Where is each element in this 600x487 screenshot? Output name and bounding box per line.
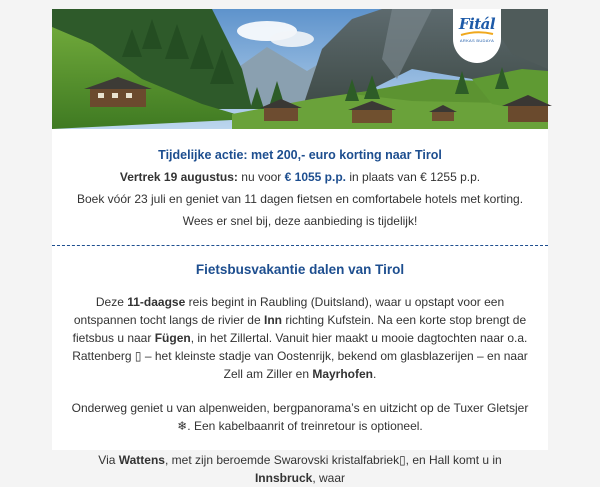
brand-logo[interactable]	[453, 9, 501, 63]
paragraph-scenery: Onderweg geniet u van alpenweiden, bergpanorama’s en uitzicht op de Tuxer Gletsjer ❄. Een kabelbaanrit of treinretour is optioneel.	[71, 401, 529, 433]
urgency-text: Wees er snel bij, deze aanbieding is tijdelijk!	[182, 214, 418, 228]
brand-logo-wordmark: Fitál	[458, 15, 496, 33]
p1-text-4: , in het Zillertal. Vanuit hier maakt u mooie dagtochten naar o.a. Rattenberg ▯ – het kleinste stadje van Oostenrijk, bekend om glasblazerijen – en naar Zell am Ziller en	[72, 331, 528, 381]
p3-text-1: Via	[98, 453, 119, 467]
p3-text-2: , met zijn beroemde Swarovski kristalfabriek▯, en Hall komt u in	[164, 453, 502, 467]
email-card	[52, 9, 548, 485]
paragraph-route	[52, 451, 548, 487]
dashed-divider	[52, 245, 548, 246]
p1-bold-duration: 11-daagse	[127, 295, 186, 309]
p3-bold-wattens: Wattens	[118, 453, 165, 467]
departure-line	[52, 168, 548, 186]
p1-bold-inn: Inn	[263, 313, 282, 327]
paragraph-itinerary	[52, 293, 548, 383]
p1-text-3: richting Kufstein. Na een korte stop brengt de fietsbus u naar	[72, 313, 527, 345]
departure-label: Vertrek 19 augustus:	[119, 170, 238, 184]
departure-pre: nu voor	[241, 170, 282, 184]
p1-text-2: reis begint in Raubling (Duitsland), waar u opstapt voor een ontspannen tocht langs de rivier de	[73, 295, 505, 327]
email-body	[52, 146, 548, 487]
p1-text-1: Deze	[95, 295, 128, 309]
brand-logo-tagline: ARKAS BUDAYA	[459, 38, 495, 43]
promo-headline: Tijdelijke actie: met 200,- euro korting naar Tirol	[158, 148, 442, 162]
p1-bold-fugen: Fügen	[154, 331, 191, 345]
p1-bold-mayrhofen: Mayrhofen	[312, 367, 374, 381]
departure-price: € 1055 p.p.	[284, 170, 347, 184]
p3-text-3: , waar	[312, 471, 346, 485]
departure-post: in plaats van € 1255 p.p.	[349, 170, 481, 184]
p1-text-5: .	[373, 367, 377, 381]
hero-banner	[52, 9, 548, 129]
booking-text: Boek vóór 23 juli en geniet van 11 dagen fietsen en comfortabele hotels met korting.	[76, 192, 524, 206]
p3-bold-innsbruck: Innsbruck	[254, 471, 313, 485]
section-title: Fietsbusvakantie dalen van Tirol	[195, 262, 405, 277]
